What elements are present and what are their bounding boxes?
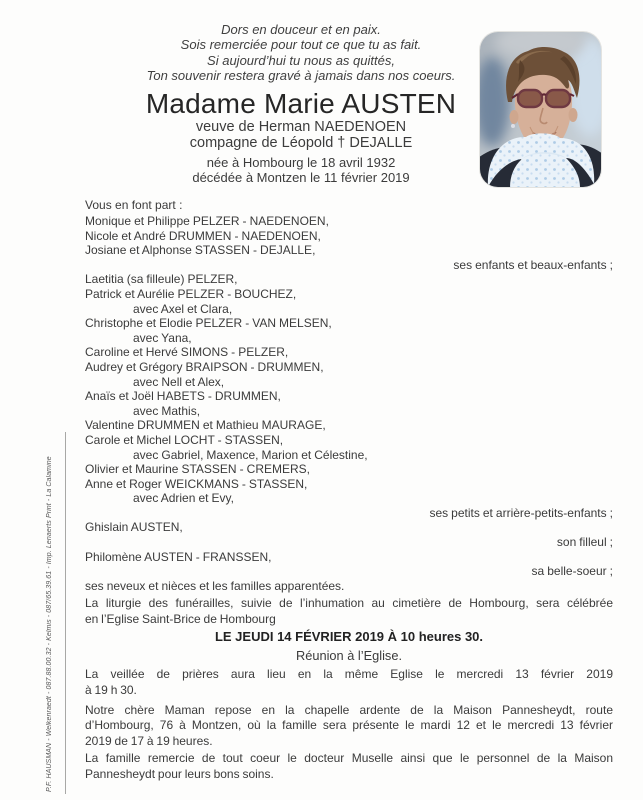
paragraph-line: La famille remercie de tout coeur le docteur Muselle ainsi que le personnel de la Maison [85,751,613,765]
family-line: avec Nell et Alex, [133,374,225,389]
birth-line: née à Hombourg le 18 avril 1932 [206,155,396,170]
liturgy-paragraph [85,596,613,627]
family-list [85,214,613,593]
family-line: Josiane et Alphonse STASSEN - DEJALLE, [85,243,316,258]
family-line: Ghislain AUSTEN, [85,520,183,535]
deceased-relations [0,120,602,151]
family-line: Patrick et Aurélie PELZER - BOUCHEZ, [85,286,297,301]
family-line: Audrey et Grégory BRAIPSON - DRUMMEN, [85,359,324,374]
vigil-paragraph [85,666,613,699]
birth-death-dates [0,156,602,186]
family-line: sa belle-soeur ; [531,564,613,579]
family-line: avec Yana, [133,330,192,345]
ceremony-date-line: LE JEUDI 14 FÉVRIER 2019 À 10 heures 30. [214,629,484,644]
family-line: Philomène AUSTEN - FRANSSEN, [85,549,272,564]
paragraph-line: La liturgie des funérailles, suivie de l’inhumation au cimetière de Hombourg, sera célébrée [85,596,613,610]
epigraph-line: Dors en douceur et en paix. [221,22,381,37]
family-line: avec Axel et Clara, [133,301,233,316]
family-line: ses enfants et beaux-enfants ; [453,257,613,272]
family-line: avec Adrien et Evy, [133,491,234,506]
paragraph-line: en l’Eglise Saint-Brice de Hombourg [85,611,276,626]
family-line: ses neveux et nièces et les familles apparentées. [85,578,345,593]
family-line: Caroline et Hervé SIMONS - PELZER, [85,345,289,360]
announcement-intro: Vous en font part : [85,198,183,212]
paragraph-line: à 19 h 30. [85,683,137,698]
epigraph-line: Ton souvenir restera gravé à jamais dans nos coeurs. [146,68,456,84]
paragraph-line: 2019 de 17 à 19 heures. [85,733,213,748]
family-line: Christophe et Elodie PELZER - VAN MELSEN, [85,316,332,331]
paragraph-line: La veillée de prières aura lieu en la même Eglise le mercredi 13 février 2019 [85,667,613,681]
death-line: décédée à Montzen le 11 février 2019 [192,169,410,185]
printer-credit: P.F. HAUSMAN - Welkenraedt - 087.88.00.32 - Kelmis - 087/65.39.61 - Imp. Lenaerts Print - La Calamine [46,456,53,792]
paragraph-line: Notre chère Maman repose en la chapelle ardente de la Maison Pannesheydt, route [85,703,613,717]
family-line: Olivier et Maurine STASSEN - CREMERS, [85,462,310,477]
family-line: Anaïs et Joël HABETS - DRUMMEN, [85,389,281,404]
paragraph-line: d’Hombourg, 76 à Montzen, où la famille sera présente le mardi 12 et le mercredi 13 février [85,718,613,733]
family-line: ses petits et arrière-petits-enfants ; [429,505,613,520]
meeting-line: Réunion à l’Eglise. [296,648,402,663]
repose-paragraph [85,703,613,749]
epigraph [0,22,602,84]
family-line: avec Gabriel, Maxence, Marion et Célestine, [133,447,368,462]
family-line: Nicole et André DRUMMEN - NAEDENOEN, [85,228,321,243]
page-title: Madame Marie AUSTEN [145,88,457,119]
family-line: Anne et Roger WEICKMANS - STASSEN, [85,476,308,491]
relation-line: veuve de Herman NAEDENOEN [195,119,407,135]
family-line: Carole et Michel LOCHT - STASSEN, [85,432,284,447]
thanks-paragraph [85,751,613,782]
relation-line: compagne de Léopold † DEJALLE [189,134,413,151]
epigraph-line: Si aujourd’hui tu nous as quittés, [207,52,395,68]
family-line: avec Mathis, [133,403,201,418]
family-line: Monique et Philippe PELZER - NAEDENOEN, [85,214,329,228]
epigraph-line: Sois remerciée pour tout ce que tu as fait. [180,37,422,53]
credit-divider-line [65,432,66,794]
family-line: Laetitia (sa filleule) PELZER, [85,272,238,287]
paragraph-line: Pannesheydt pour leurs bons soins. [85,766,274,781]
family-line: son filleul ; [556,535,613,550]
family-line: Valentine DRUMMEN et Mathieu MAURAGE, [85,418,326,433]
